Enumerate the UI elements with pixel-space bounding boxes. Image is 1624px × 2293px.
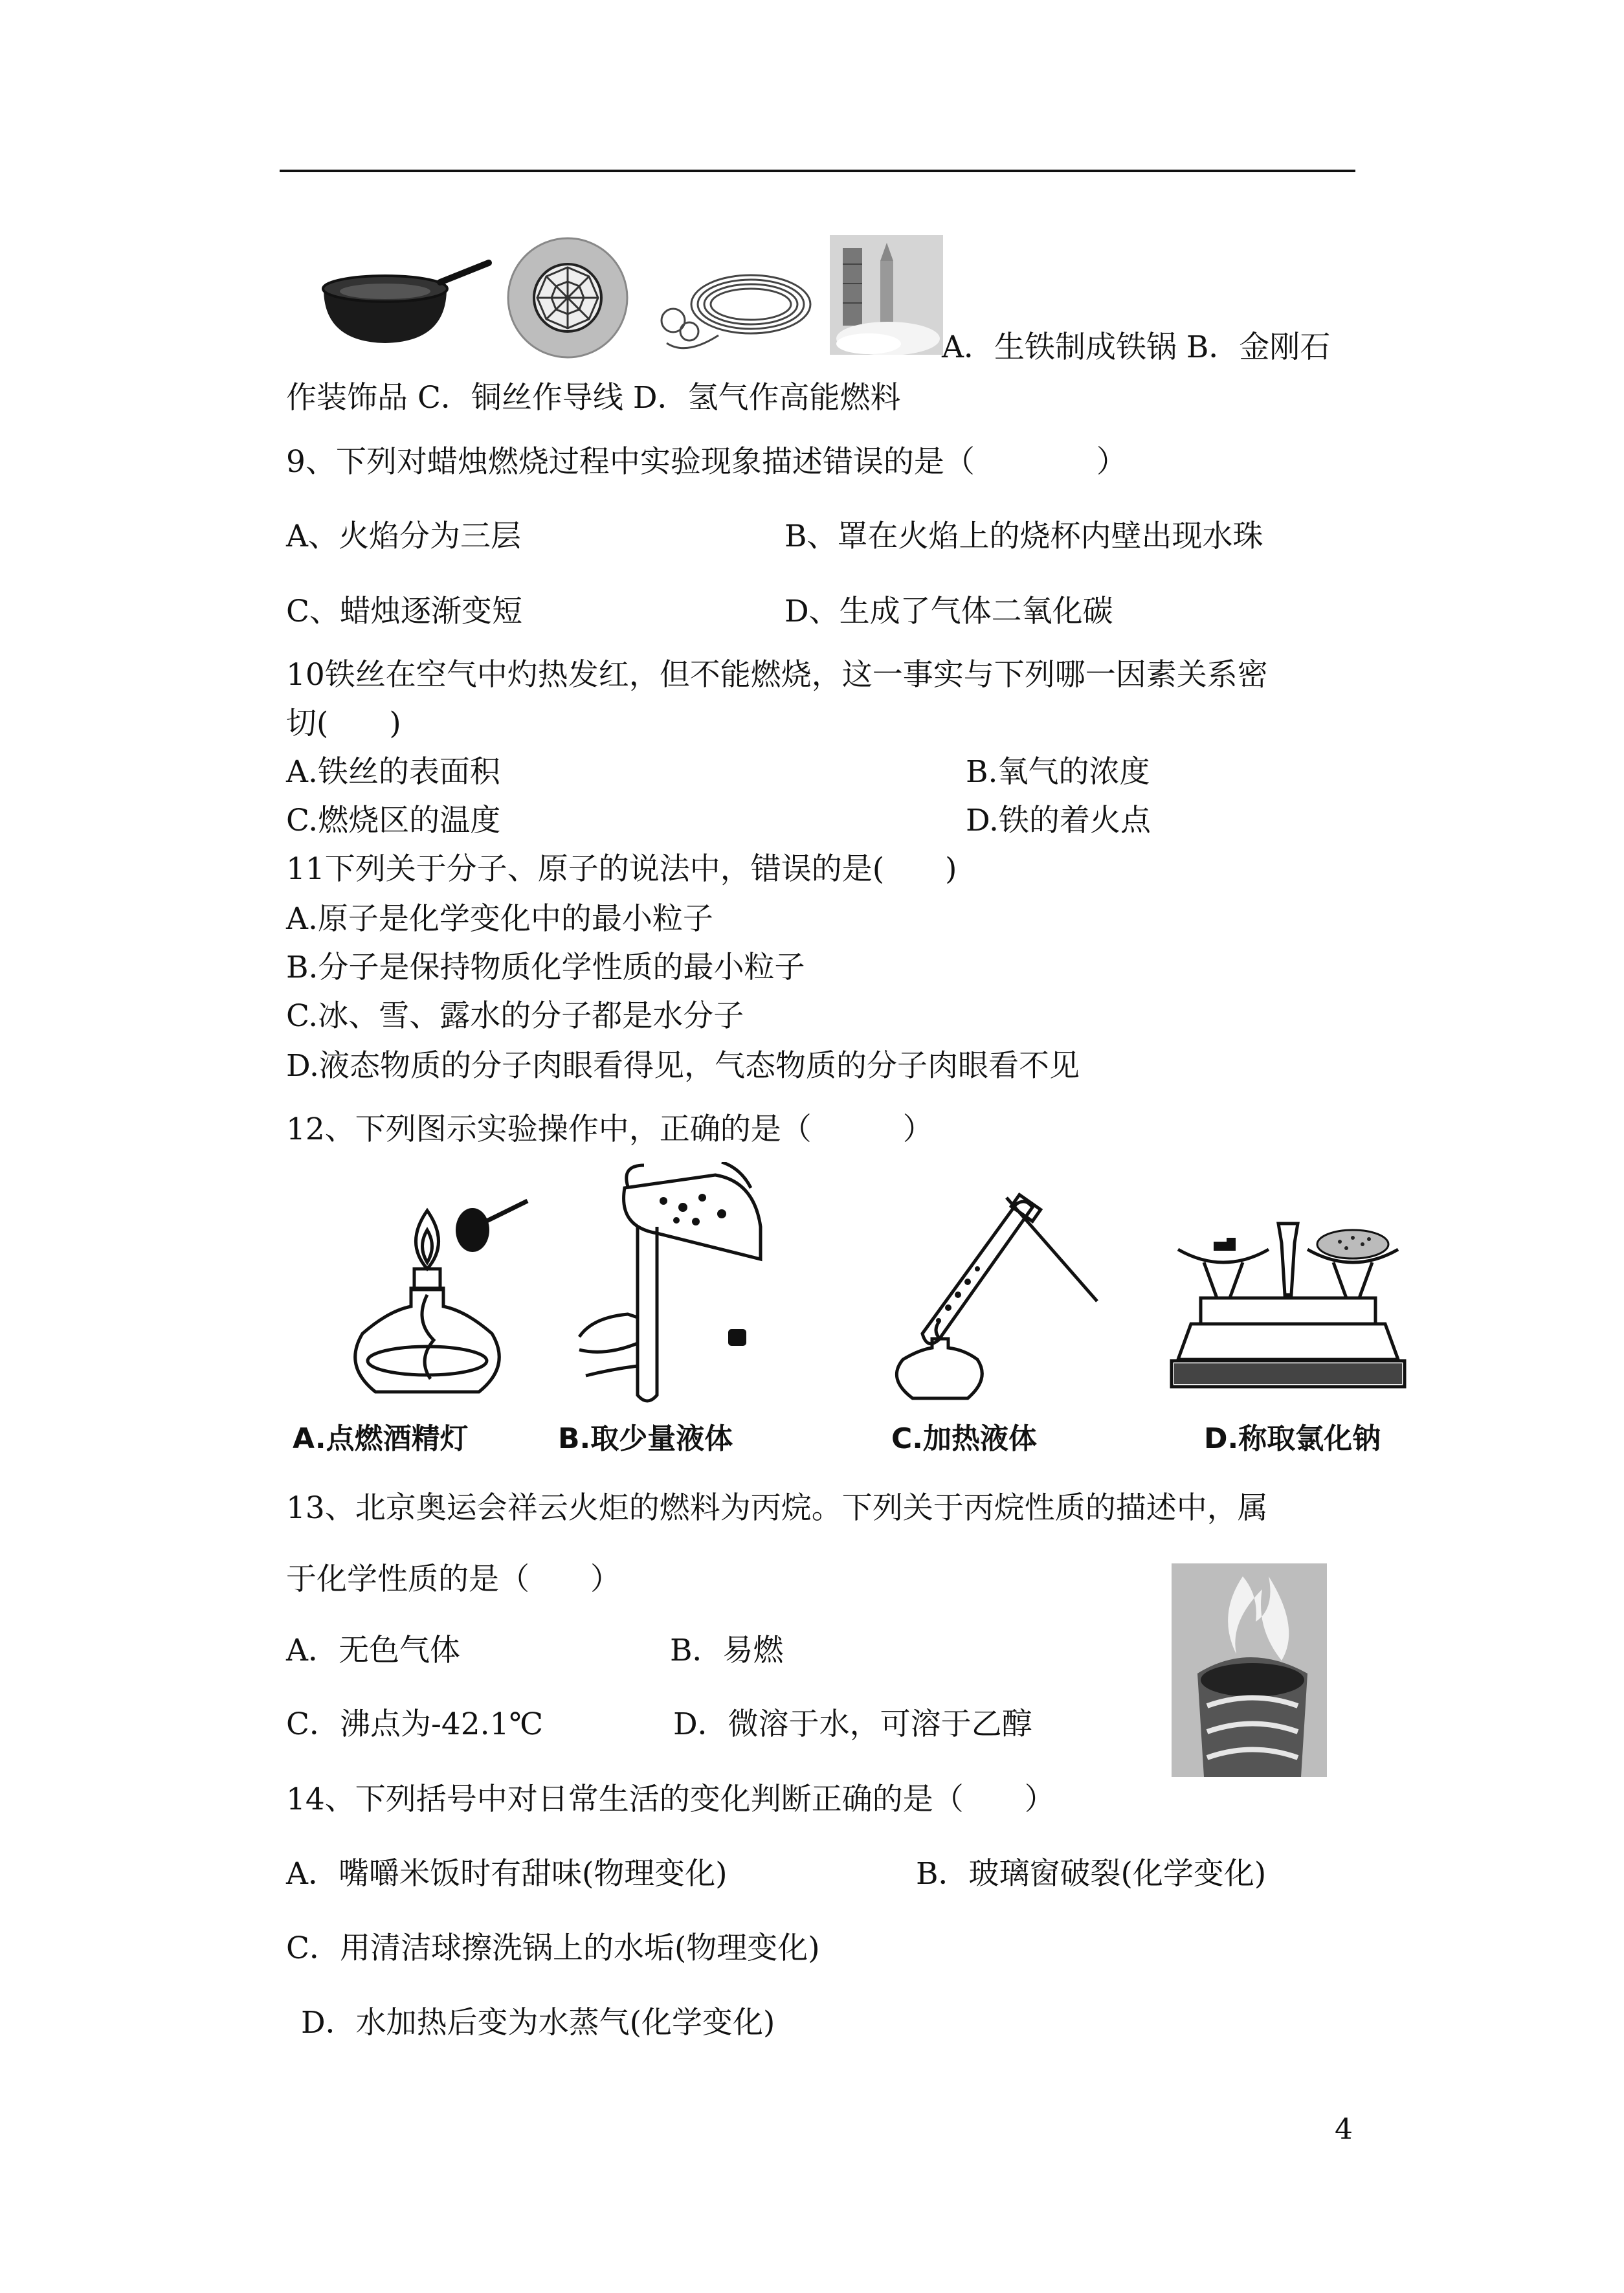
q10-option-d: D.铁的着火点 (966, 803, 1151, 838)
q14-stem: 14、下列括号中对日常生活的变化判断正确的是（ ） (286, 1782, 1055, 1817)
q11-stem: 11下列关于分子、原子的说法中，错误的是( ) (286, 851, 957, 887)
caption-heat-liquid: C.加热液体 (891, 1422, 1038, 1455)
q9-stem: 9、下列对蜡烛燃烧过程中实验现象描述错误的是（ ） (286, 444, 1127, 480)
heating-liquid-image (887, 1191, 1100, 1405)
page-number: 4 (1335, 2113, 1353, 2146)
q11-option-b: B.分子是保持物质化学性质的最小粒子 (286, 950, 805, 985)
q9-option-d: D、生成了气体二氧化碳 (784, 594, 1113, 629)
caption-take-liquid: B.取少量液体 (558, 1422, 733, 1455)
copper-wire-image (647, 259, 816, 359)
diamond-image (506, 236, 629, 359)
q13-stem-line2: 于化学性质的是（ ） (286, 1561, 621, 1597)
q10-option-c: C.燃烧区的温度 (286, 803, 501, 838)
q9-option-a: A、火焰分为三层 (286, 519, 521, 554)
q10-option-a: A.铁丝的表面积 (286, 754, 500, 790)
caption-weigh-sodium-chloride: D.称取氯化钠 (1204, 1422, 1381, 1455)
q11-option-c: C.冰、雪、露水的分子都是水分子 (286, 998, 744, 1034)
q10-stem-line1: 10铁丝在空气中灼热发红，但不能燃烧，这一事实与下列哪一因素关系密 (286, 657, 1268, 693)
q12-stem: 12、下列图示实验操作中，正确的是（ ） (286, 1112, 933, 1147)
q8-options-line1: A．生铁制成铁锅 B．金刚石 (942, 330, 1331, 365)
caption-light-alcohol-lamp: A.点燃酒精灯 (293, 1422, 469, 1455)
iron-wok-image (317, 245, 495, 358)
q11-option-a: A.原子是化学变化中的最小粒子 (286, 901, 713, 937)
q14-option-c: C．用清洁球擦洗锅上的水垢(物理变化) (286, 1930, 820, 1966)
q10-option-b: B.氧气的浓度 (966, 754, 1150, 790)
q13-stem-line1: 13、北京奥运会祥云火炬的燃料为丙烷。下列关于丙烷性质的描述中，属 (286, 1490, 1268, 1526)
pouring-liquid-image (566, 1162, 773, 1408)
lighting-alcohol-lamp-image (337, 1191, 531, 1405)
q14-option-a: A．嘴嚼米饭时有甜味(物理变化) (286, 1856, 728, 1892)
q13-option-a: A．无色气体 (286, 1633, 460, 1668)
q14-option-d: D．水加热后变为水蒸气(化学变化) (301, 2005, 775, 2041)
q10-stem-line2: 切( ) (286, 706, 401, 741)
q14-option-b: B．玻璃窗破裂(化学变化) (916, 1856, 1267, 1892)
q13-option-c: C．沸点为-42.1℃ (286, 1706, 544, 1742)
rocket-launch-image (830, 235, 943, 355)
q8-options-line2: 作装饰品 C．铜丝作导线 D．氢气作高能燃料 (286, 380, 901, 416)
header-rule (280, 170, 1355, 172)
weighing-balance-image (1165, 1211, 1411, 1405)
q9-option-b: B、罩在火焰上的烧杯内壁出现水珠 (784, 519, 1263, 554)
q9-option-c: C、蜡烛逐渐变短 (286, 594, 522, 629)
q13-option-d: D．微溶于水，可溶于乙醇 (673, 1706, 1032, 1742)
olympic-torch-image (1172, 1563, 1327, 1777)
q11-option-d: D.液态物质的分子肉眼看得见，气态物质的分子肉眼看不见 (286, 1048, 1080, 1084)
q13-option-b: B．易燃 (670, 1633, 784, 1668)
